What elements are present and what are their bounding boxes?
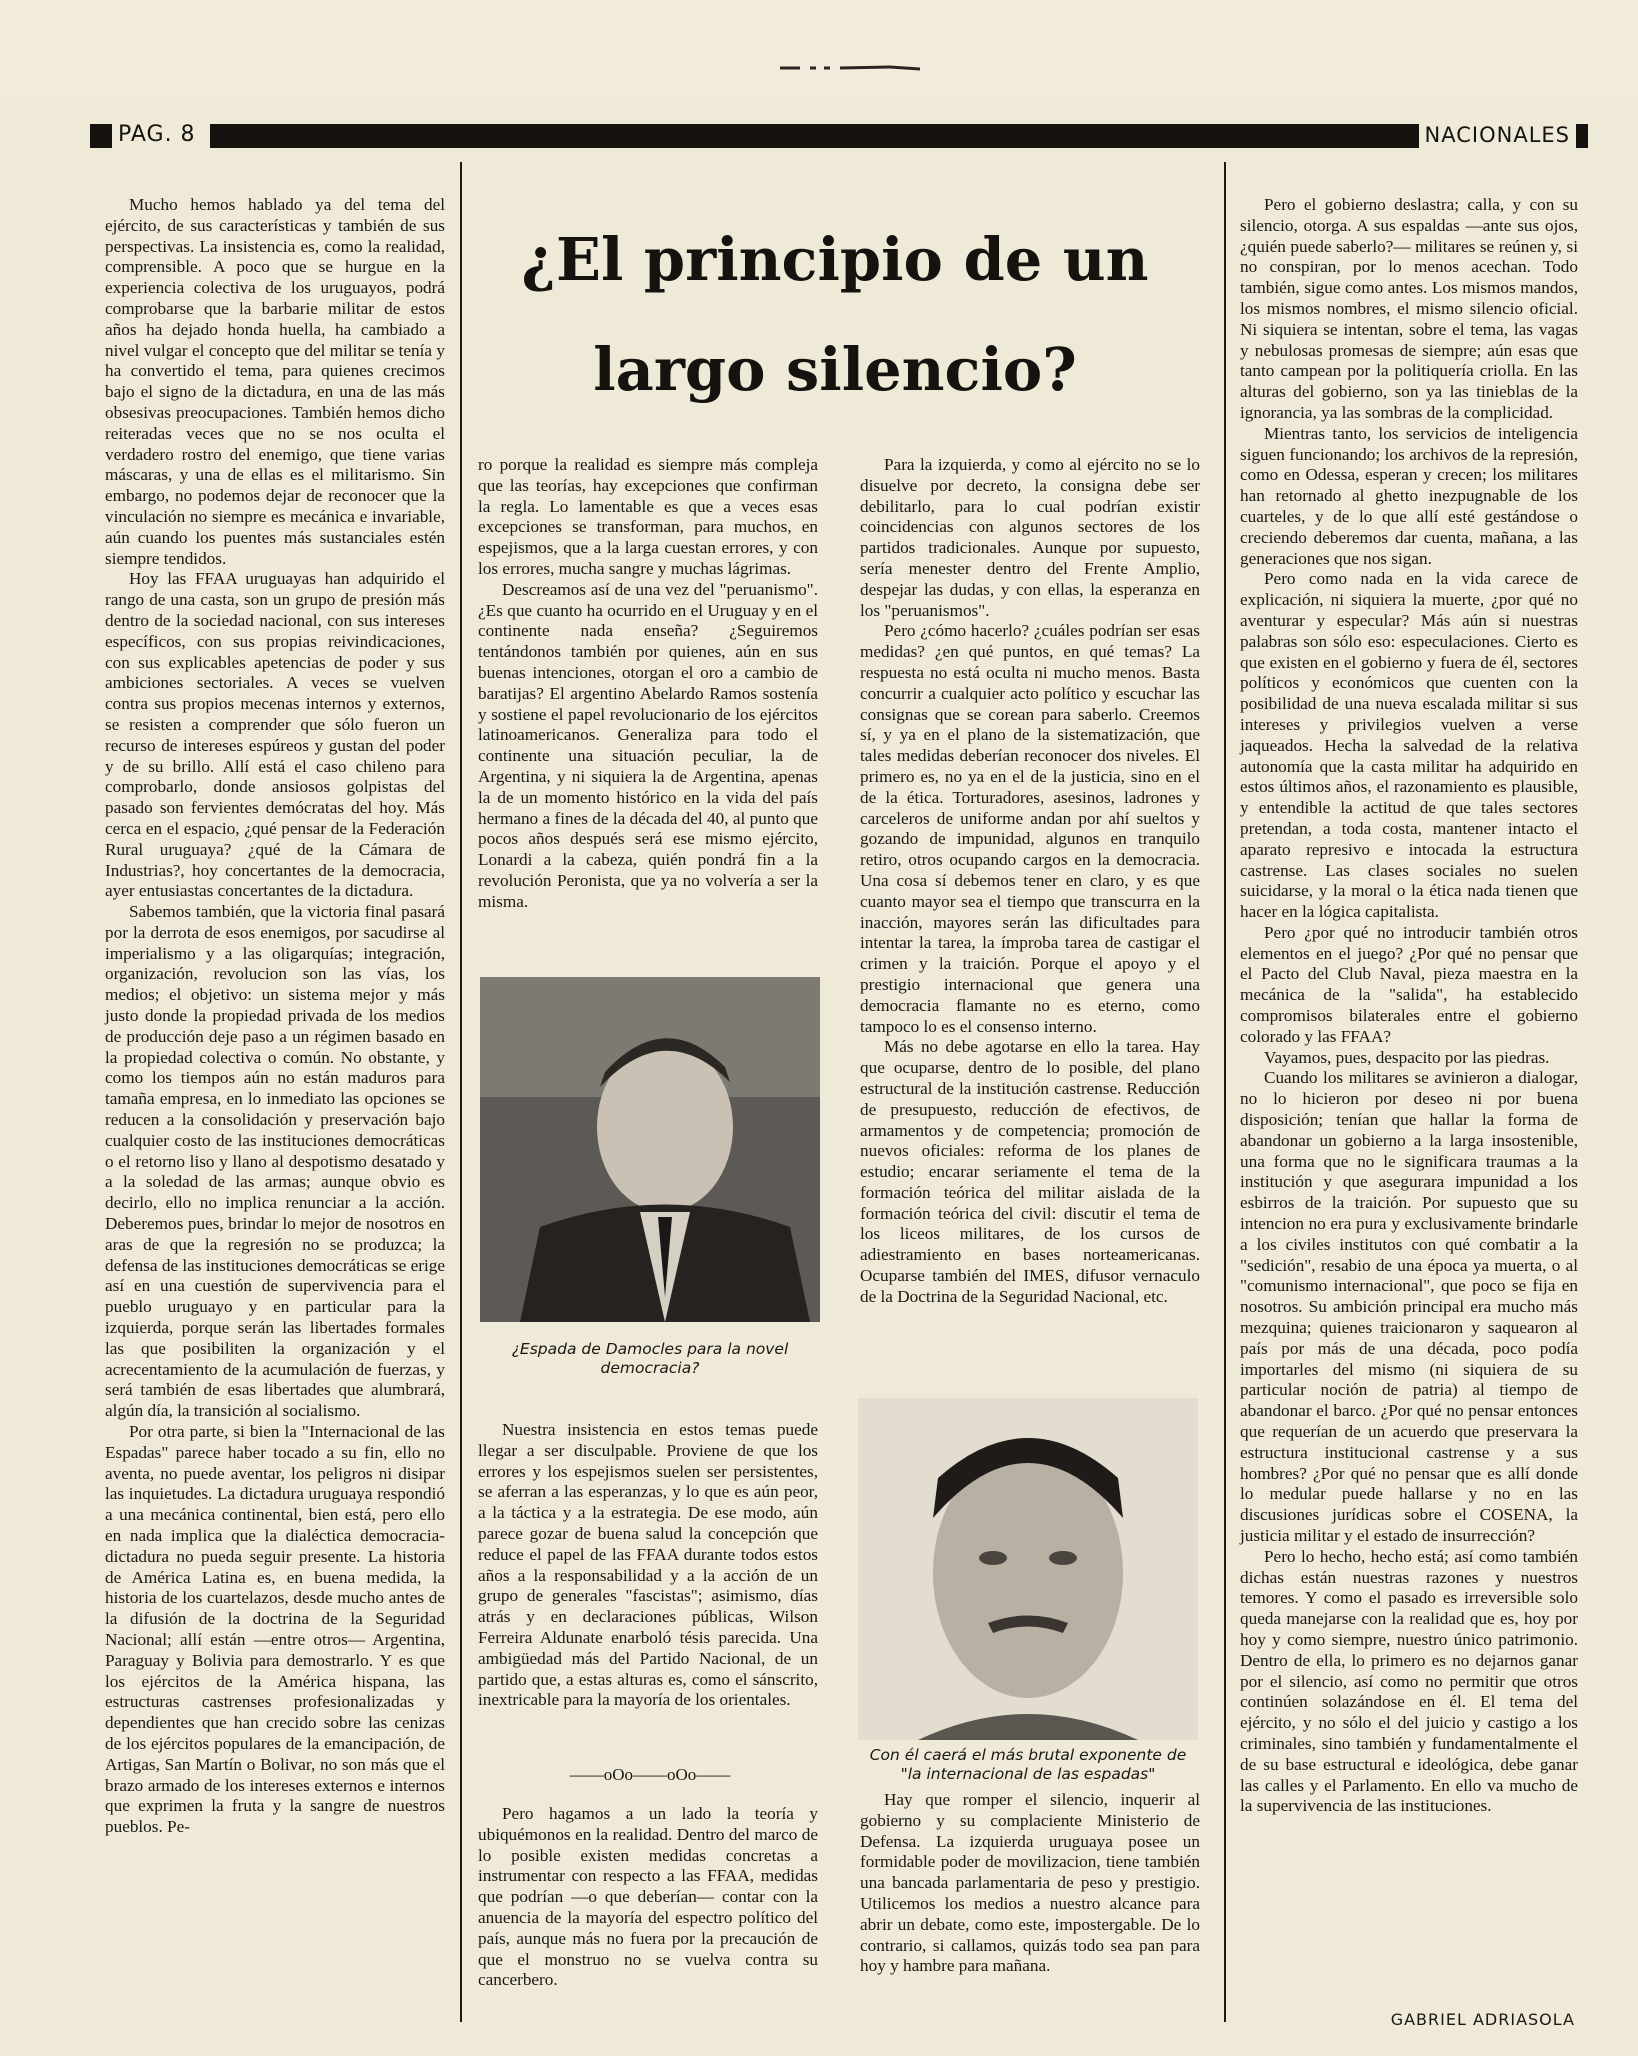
author-signature: GABRIEL ADRIASOLA — [1390, 2010, 1575, 2029]
page-header-bar — [90, 124, 1588, 148]
column-2-middle — [478, 1420, 818, 1711]
photo-2-caption: Con él caerá el más brutal exponente de "la internacional de las espadas" — [869, 1746, 1187, 1783]
paragraph: Pero el gobierno deslastra; calla, y con su silencio, otorga. A sus espaldas —ante sus ojos, ¿quién puede saberlo?— militares se reúnen y, si no conspiran, por lo menos acechan. Todo también, sigue como antes. Los mismos mandos, los mismos nombres, el mismo silencio oficial. Ni siquiera se intentan, sobre el tema, las vagas y nebulosas promesas de siempre; aún esas que tanto campean por la politiquería criolla. En las alturas del gobierno, son ya las tinieblas de la ignorancia, ya las sombras de la complicidad. — [1240, 195, 1578, 422]
column-3-top — [860, 455, 1200, 1308]
column-rule-1 — [460, 162, 462, 2022]
photo-officer-uniform — [480, 977, 820, 1322]
paragraph: Más no debe agotarse en ello la tarea. Hay que ocuparse, dentro de lo posible, del plano estructural de la institución castrense. Reducción de presupuesto, reducción de efectivos, de armamentos y de competencia; promoción de nuevos oficiales: reforma de los planes de estudio; encarar seriamente el tema de la formación teórica del militar aislada de la formación teórica del civil: discutir el tema de los liceos militares, de los cursos de adiestramiento en bases norteamericanas. Ocuparse también del IMES, difusor vernaculo de la Doctrina de la Seguridad Nacional, etc. — [860, 1037, 1200, 1306]
paragraph: Sabemos también, que la victoria final pasará por la derrota de esos enemigos, por sacudirse al imperialismo y a las oligarquías; integración, organización, revolucion son las vías, los medios; el objetivo: un sistema mejor y más justo donde la propiedad privada de los medios de producción deje paso a un régimen basado en la propiedad colectiva o común. No obstante, y como los tiempos aún no están maduros para tamaña empresa, en lo inmediato las opciones se reducen a la consolidación y preservación bajo cualquier costo de las instituciones democráticas o el retorno liso y llano al despotismo desatado y a la soledad de las armas; aunque obvio es decirlo, ello no implica renunciar a la acción. Deberemos pues, brindar lo mejor de nosotros en aras de que la regresión no se produzca; la defensa de las instituciones democráticas se erige así en una cuestión de supervivencia para el pueblo uruguayo y en particular para la izquierda, porque serán las libertades formales las que posibiliten la organización y el acrecentamiento de la acumulación de fuerzas, y será también de esas libertades que alumbrará, algún día, la transición al socialismo. — [105, 902, 445, 1421]
paragraph: Hoy las FFAA uruguayas han adquirido el rango de una casta, son un grupo de presión más dentro de la sociedad nacional, con sus intereses específicos, con sus propias reivindicaciones, con sus explicables apetencias de poder y sus ambiciones sectoriales. A veces se vuelven contra sus propios mecenas internos y externos, se resisten a comprender que sólo fueron un recurso de intereses espúreos y gustan del poder y de su brillo. Allí está el caso chileno para comprobarlo, donde ansiosos golpistas del pasado son fervientes demócratas del hoy. Más cerca en el espacio, ¿qué pensar de la Federación Rural uruguaya? ¿qué de la Cámara de Industrias?, hoy concertantes de la democracia, ayer entusiastas concertantes de la dictadura. — [105, 569, 445, 901]
paragraph: Pero hagamos a un lado la teoría y ubiquémonos en la realidad. Dentro del marco de lo posible existen medidas concretas a instrumentar con respecto a las FFAA, medidas que podrían —o que deberían— contar con la anuencia de la mayoría del espectro político del país, aunque más no fuera por la precaución de que el monstruo no se vuelva contra su cancerbero. — [478, 1804, 818, 1990]
column-2-bottom — [478, 1804, 818, 1991]
paragraph: Para la izquierda, y como al ejército no se lo disuelve por decreto, la consigna debe ser debilitarlo, para lo cual podrían existir coincidencias con algunos sectores de los partidos tradicionales. Aunque por supuesto, sería menester dentro del Frente Amplio, despejar las dudas, y con ellas, la esperanza en los "peruanismos". — [860, 455, 1200, 620]
photo-1-caption: ¿Espada de Damocles para la novel democracia? — [511, 1340, 789, 1377]
paragraph: Pero lo hecho, hecho está; así como también dichas están nuestras razones y nuestros temores. Y como el pasado es irreversible solo queda manejarse con la realidad que es, hoy por hoy y como siempre, nuestro único patrimonio. Dentro de ella, lo primero es no dejarnos ganar por el silencio, así como no permitir que otros continúen solazándose en él. El tema del ejército, y no sólo el del juicio y castigo a los criminales, sino también y fundamentalmente el de su base estructural e ideológica, debe ganar las calles y el Parlamento. En ello va mucho de la supervivencia de las instituciones. — [1240, 1546, 1578, 1816]
column-1 — [105, 195, 445, 1838]
torn-edge-mark — [780, 58, 920, 64]
photo-general-portrait — [858, 1398, 1198, 1740]
paragraph: Nuestra insistencia en estos temas puede llegar a ser disculpable. Proviene de que los errores y los espejismos suelen ser persistentes, se aferran a las esperanzas, y lo que es aún peor, a la táctica y a la estrategia. De ese modo, aún parece gozar de buena salud la concepción que reduce el papel de las FFAA durante todos estos años a la responsabilidad y a la acción de un grupo de generales "fascistas"; asimismo, días atrás y en declaraciones públicas, Wilson Ferreira Aldunate enarboló tésis parecida. Una ambigüedad más del Partido Nacional, de un partido que, a estas alturas es, como el sánscrito, inextricable para la mayoría de los orientales. — [478, 1420, 818, 1710]
section-name: NACIONALES — [1419, 120, 1576, 148]
paragraph: Por otra parte, si bien la "Internacional de las Espadas" parece haber tocado a su fin, ello no aventa, no puede aventar, los peligros ni disipar las inquietudes. La dictadura uruguaya respondió a una mecánica continental, bien está, pero ello en nada implica que la dialéctica democracia-dictadura no pueda seguir presente. La historia de América Latina es, en buena medida, la historia de los cuartelazos, desde mucho antes de la difusión de la doctrina de la Seguridad Nacional; allí están —entre otros— Argentina, Paraguay y Bolivia para demostrarlo. Y es que los ejércitos de la América hispana, las estructuras castrenses profesionalizadas y dependientes que han crecido sobre las cenizas de los ejércitos populares de la emancipación, de Artigas, San Martín o Bolivar, no son más que el brazo armado de los intereses externos e internos que exprimen la fruta y la sangre de nuestros pueblos. Pe- — [105, 1422, 445, 1837]
column-3-bottom — [860, 1790, 1200, 1977]
top-margin — [0, 0, 1638, 95]
paragraph: Mientras tanto, los servicios de inteligencia siguen funcionando; los archivos de la represión, como en Odessa, esperan y crecen; los militares han retornado al ghetto inezpugnable de los cuarteles, y de lo que allí esté gestándose o creciendo deberemos dar cuenta, mañana, a las generaciones que nos sigan. — [1240, 423, 1578, 568]
paragraph: Pero ¿por qué no introducir también otros elementos en el juego? ¿Por qué no pensar que el Pacto del Club Naval, pieza maestra en la mecánica de la "salida", ha establecido compromisos bilaterales entre el gobierno colorado y las FFAA? — [1240, 922, 1578, 1046]
paragraph: Cuando los militares se avinieron a dialogar, no lo hicieron por deseo ni por buena disposición; tenían que hallar la forma de abandonar un gobierno a la larga insostenible, una forma que no le significara traumas a la institución y que asegurara impunidad a los esbirros de la traición. Por supuesto que su intencion no era pura y exclusivamente brindarle a los civiles institutos con qué combatir a la "sedición", resabio de una época ya muerta, o al "comunismo internacional", que poco se fija en nosotros. Su ambición principal era mucho más mezquina; quienes traicionaron y saquearon al país por más de una década, poco podía importarles del mismo (ni siquiera de su particular noción de patria) al tiempo de abandonar el barco. ¿Por qué no pensar entonces que requerían de un acuerdo que preservara la estructura institucional castrense y a sus hombres? ¿Por qué no pensar que es allí donde lo medular puede hallarse y no en las discusiones jurídicas sobre el COSENA, la justicia militar y el estado de insurrección? — [1240, 1068, 1578, 1545]
paragraph: Hay que romper el silencio, inquerir al gobierno y su complaciente Ministerio de Defensa. La izquierda uruguaya posee un formidable poder de movilizacion, tiene también una bancada parlamentaria de peso y prestigio. Utilicemos los medios a nuestro alcance para abrir un debate, como este, impostergable. De lo contrario, si callamos, quizás todo sea pan para hoy y hambre para mañana. — [860, 1790, 1200, 1976]
column-2-top — [478, 455, 818, 913]
paragraph: Mucho hemos hablado ya del tema del ejército, de sus características y también de sus perspectivas. La insistencia es, como la realidad, comprensible. A poco que se hurgue en la experiencia colectiva de los uruguayos, podrá comprobarse que la barbarie militar de estos años ha dejado honda huella, ha cambiado a nivel vulgar el concepto que del militar se tenía y ha convertido el tema, para quienes crecimos bajo el signo de la dictadura, en una de las más obsesivas preocupaciones. También hemos dicho reiteradas veces que no se nos oculta el verdadero rostro del enemigo, que tiene varias máscaras, y una de ellas es el militarismo. Sin embargo, no podemos dejar de reconocer que la vinculación no siempre es mecánica e invariable, aún cuando los puentes más sustanciales estén siempre tendidos. — [105, 195, 445, 568]
column-rule-2 — [1224, 162, 1226, 2022]
headline: ¿El principio de un largo silencio? — [521, 225, 1149, 404]
paragraph: Pero ¿cómo hacerlo? ¿cuáles podrían ser esas medidas? ¿en qué puntos, en qué temas? La respuesta no está oculta ni mucho menos. Basta concurrir a cualquier acto político y escuchar las consignas que se corean para saberlo. Creemos sí, y ya en el plano de la sistematización, que tales medidas deberían reconocer dos niveles. El primero es, no ya en el de la justicia, sino en el de la ética. Torturadores, asesinos, ladrones y carceleros de uniforme andan por ahí sueltos y gozando de impunidad, algunos en tranquilo retiro, otros ocupando cargos en la democracia. Una cosa sí debemos tener en claro, y es que cuanto mayor sea el tiempo que transcurra en la inacción, mayores serán las dificultades para intentar la tarea, la ímproba tarea de castigar el crimen y la traición. Porque el apoyo y el prestigio internacional que genera una democracia flamante no es eterno, como tampoco lo es el consenso interno. — [860, 621, 1200, 1036]
paragraph: Vayamos, pues, despacito por las piedras. — [1264, 1047, 1550, 1067]
section-separator: ——oOo——oOo—— — [569, 1765, 731, 1784]
paragraph: Pero como nada en la vida carece de explicación, ni siquiera la muerte, ¿por qué no aventurar y especular? Más aún si nuestras palabras son sólo eso: especulaciones. Cierto es que existen en el gobierno y fuera de él, sectores políticos y económicos que cuenten con la posibilidad de una nueva escalada militar si sus intereses y privilegios vuelven a verse jaqueados. Hecha la salvedad de la relativa autonomía que la casta militar ha adquirido en estos últimos años, el razonamiento es plausible, y entendible la actitud de que tales sectores pretendan, a toda costa, mantener intacto el aparato represivo e intocada la estructura castrense. Las clases sociales no suelen suicidarse, y la moral o la ética nada tienen que hacer en la lógica capitalista. — [1240, 569, 1578, 922]
paragraph: ro porque la realidad es siempre más compleja que las teorías, hay excepciones que confirman la regla. Lo lamentable es que a veces esas excepciones se transforman, para muchos, en espejismos, que a la larga cuestan errores, y con los errores, mucha sangre y muchas lágrimas. — [478, 455, 818, 578]
column-4 — [1240, 195, 1578, 1817]
page-number: PAG. 8 — [112, 120, 210, 148]
paragraph: Descreamos así de una vez del "peruanismo". ¿Es que cuanto ha ocurrido en el Uruguay y en el continente nada enseña? ¿Seguiremos tentándonos también por quienes, aún en sus buenas intenciones, otorgan el oro a cambio de baratijas? El argentino Abelardo Ramos sostenía y sostiene el papel revolucionario de los ejércitos latinoamericanos. Generaliza para todo el continente una situación peculiar, la de Argentina, y ni siquiera la de Argentina, apenas la de un momento histórico en la vida del país hermano a fines de la década del 40, al punto que pocos años después será ese mismo ejército, Lonardi a la cabeza, quién pondrá fin a la revolución Peronista, que ya no volvería a ser la misma. — [478, 579, 818, 911]
